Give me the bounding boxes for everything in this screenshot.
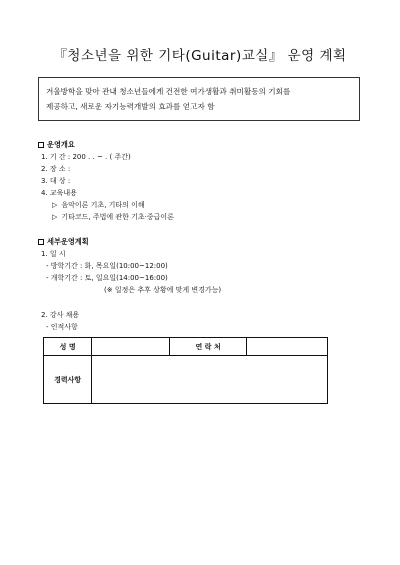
- section-heading-detail: [38, 237, 89, 247]
- schedule-vacation: - 방학기간 : 화, 목요일(10:00~12:00): [46, 262, 168, 270]
- contact-value-cell[interactable]: [247, 338, 328, 356]
- purpose-box: [38, 77, 360, 121]
- schedule-note: (※ 일정은 추후 상황에 맞게 변경가능): [104, 286, 222, 294]
- schedule-heading: 1. 일 시: [41, 250, 66, 258]
- career-label: 경력사항: [44, 356, 92, 404]
- purpose-line-1: 겨울방학을 맞아 관내 청소년들에게 건전한 여가생활과 취미활동의 기회를: [46, 87, 291, 96]
- instructor-heading: 2. 강사 채용: [41, 311, 80, 319]
- content-item-1-text: 음악이론 기초, 기타의 이해: [61, 201, 145, 209]
- name-label: 성 명: [44, 338, 92, 356]
- content-item-1: [52, 200, 145, 210]
- document-title: 『청소년을 위한 기타(Guitar)교실』 운영 계획: [53, 48, 347, 64]
- overview-place: 2. 장 소 :: [41, 165, 71, 173]
- name-value-cell[interactable]: [92, 338, 170, 356]
- schedule-semester: - 개학기간 : 토, 일요일(14:00~16:00): [46, 274, 168, 282]
- overview-target: 3. 대 상 :: [41, 177, 71, 185]
- section-heading-overview: [38, 140, 75, 150]
- contact-label: 연 락 처: [169, 338, 247, 356]
- purpose-line-2: 제공하고, 새로운 자기능력개발의 효과를 얻고자 함: [46, 102, 215, 111]
- content-item-2-text: 기타코드, 주법에 관한 기초·중급이론: [61, 213, 174, 221]
- checkbox-square-icon: [38, 142, 44, 148]
- triangle-bullet-icon: ▷: [52, 213, 58, 221]
- instructor-table: [43, 337, 328, 404]
- overview-period: 1. 기 간 : 200 . . ~ . ( 주간): [41, 153, 131, 161]
- section-heading-label: 세부운영계획: [47, 237, 89, 246]
- career-value-cell[interactable]: [92, 356, 328, 404]
- overview-content: 4. 교육내용: [41, 189, 77, 197]
- triangle-bullet-icon: ▷: [52, 201, 58, 209]
- section-heading-label: 운영개요: [47, 140, 75, 149]
- content-item-2: [52, 212, 174, 222]
- checkbox-square-icon: [38, 239, 44, 245]
- instructor-sub: - 인적사항: [46, 323, 78, 331]
